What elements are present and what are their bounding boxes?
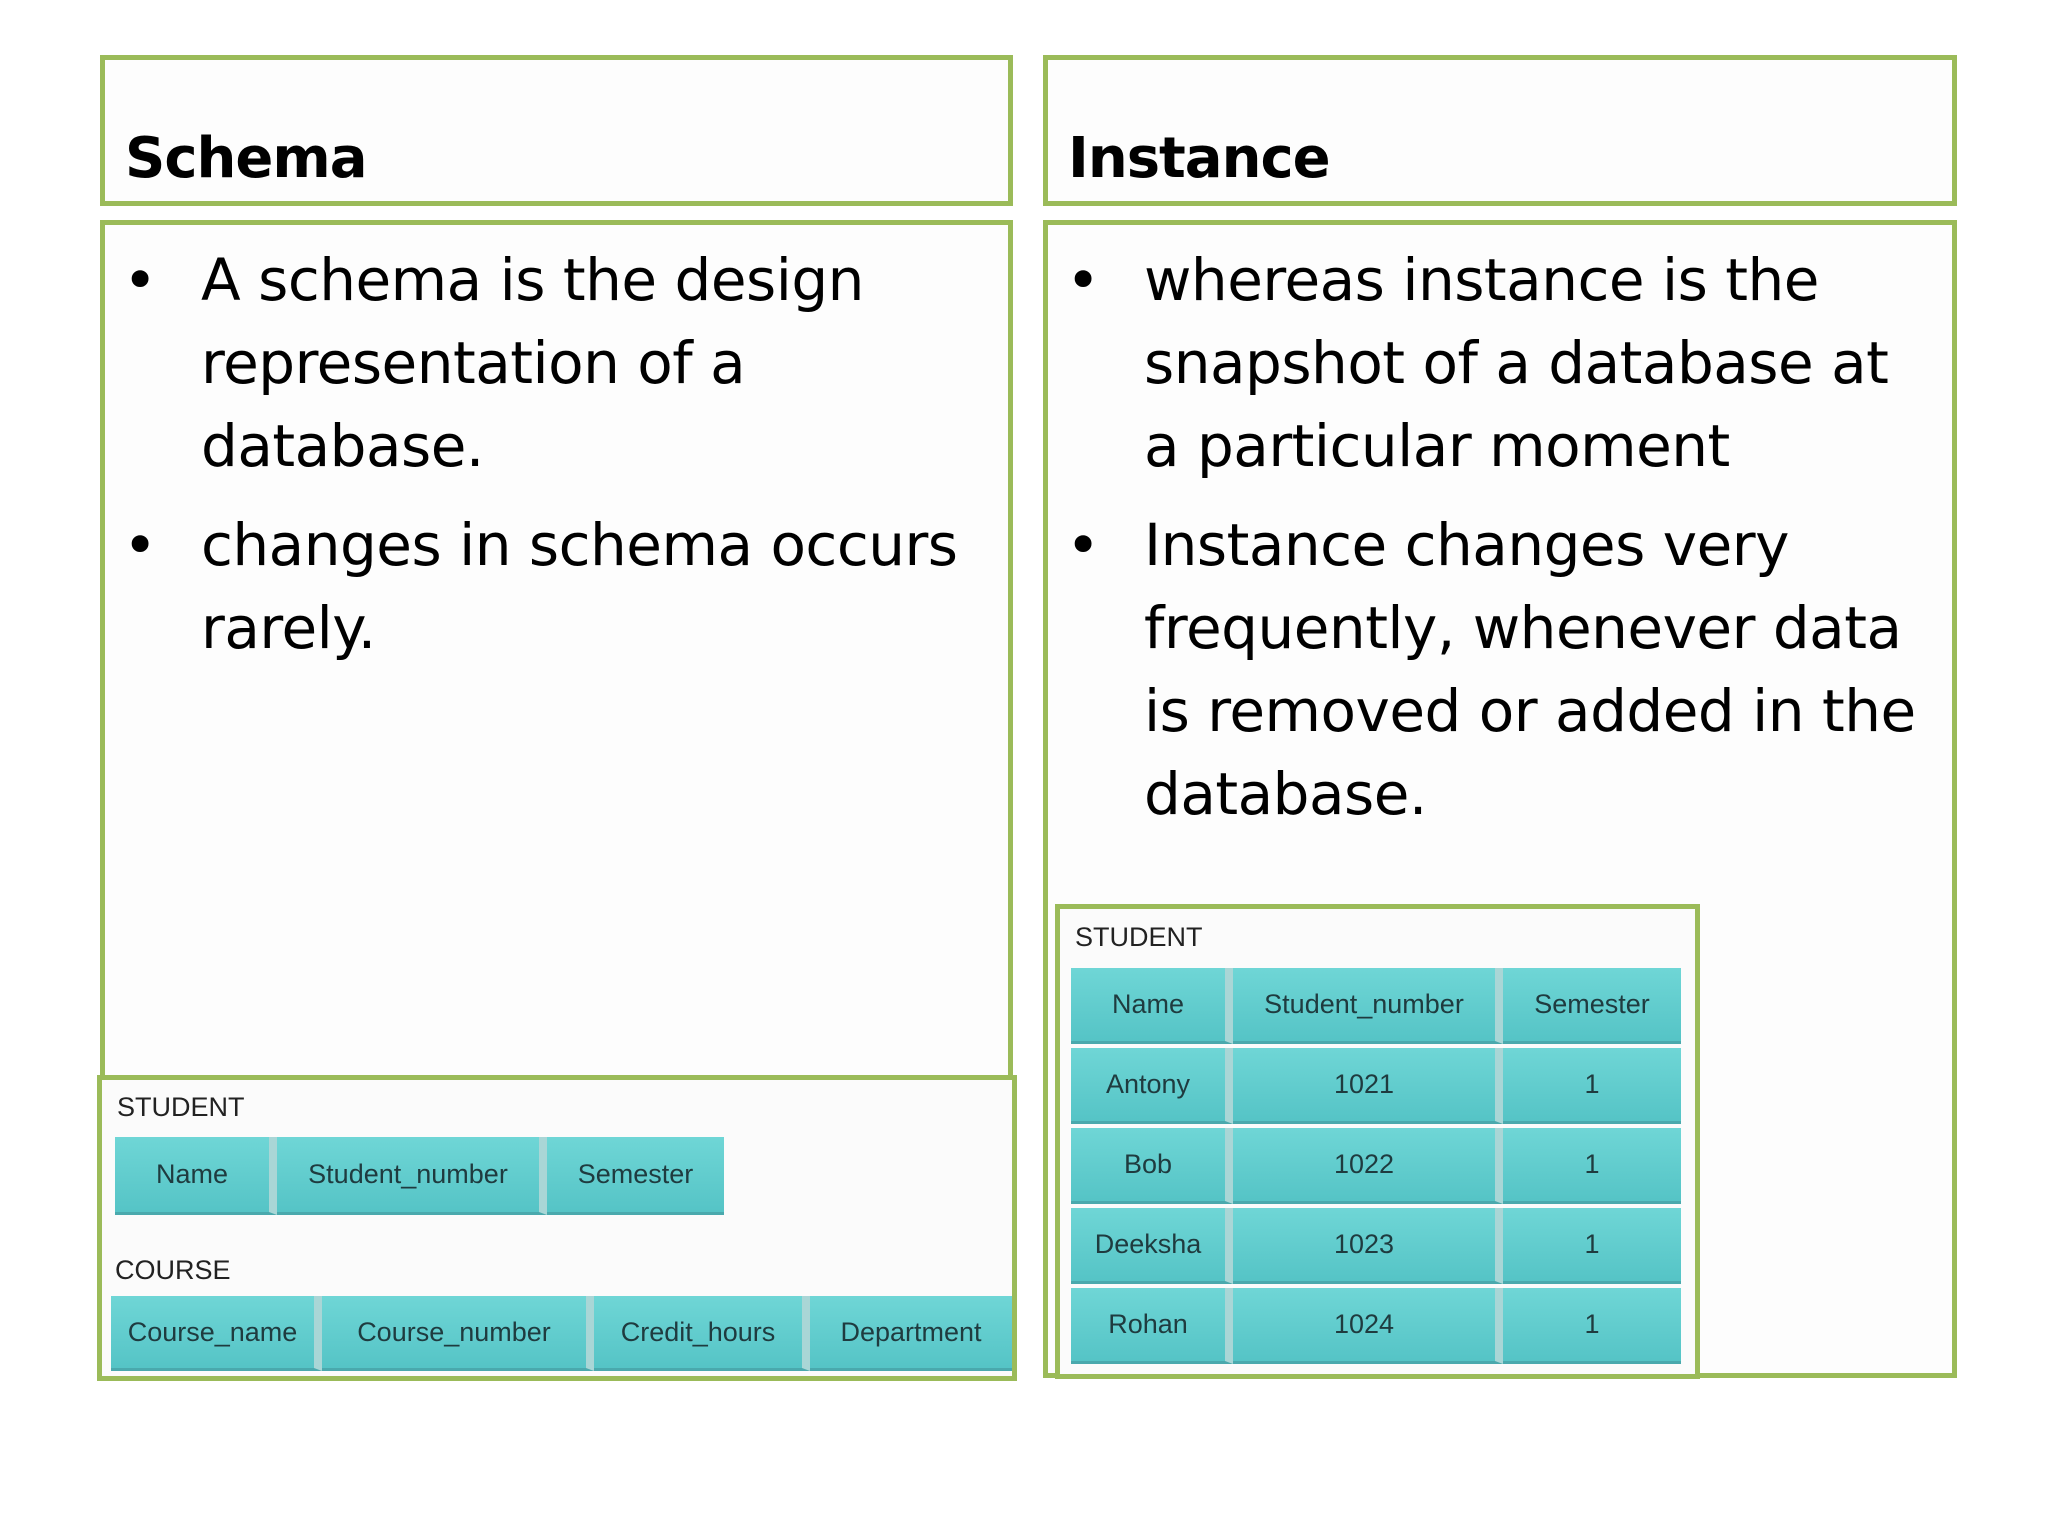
instance-bullet-list [1048, 239, 1952, 852]
table-cell: 1 [1503, 1048, 1681, 1124]
table-header-row [1071, 968, 1681, 1044]
table-cell: 1023 [1233, 1208, 1503, 1284]
schema-bullet-item [105, 504, 1021, 670]
table-cell: 1021 [1233, 1048, 1503, 1124]
column-header: Semester [547, 1137, 724, 1215]
table-cell: 1 [1503, 1208, 1681, 1284]
table-cell: Deeksha [1071, 1208, 1233, 1284]
schema-student-label: STUDENT [117, 1092, 245, 1122]
schema-bullet-list [105, 239, 1008, 686]
schema-course-table [111, 1296, 1012, 1371]
instance-header-box [1043, 55, 1957, 206]
schema-bullet-item [105, 239, 941, 488]
bullet-icon: • [1066, 511, 1100, 579]
bullet-icon: • [123, 511, 157, 579]
table-cell: 1022 [1233, 1128, 1503, 1204]
instance-bullet-text: whereas instance is the snapshot of a database at a particular moment [1144, 246, 1889, 480]
column-header: Name [1071, 968, 1233, 1044]
table-cell: 1 [1503, 1128, 1681, 1204]
column-header: Name [115, 1137, 277, 1215]
schema-student-table [115, 1137, 724, 1215]
instance-bullet-item [1048, 504, 1944, 836]
table-cell: 1024 [1233, 1288, 1503, 1364]
table-cell: Antony [1071, 1048, 1233, 1124]
instance-student-table [1071, 968, 1681, 1368]
bullet-icon: • [1066, 246, 1100, 314]
table-cell: Rohan [1071, 1288, 1233, 1364]
schema-bullet-text: A schema is the design representation of a database. [201, 246, 864, 480]
column-header: Student_number [277, 1137, 547, 1215]
table-row [1071, 1288, 1681, 1364]
schema-course-label: COURSE [115, 1255, 231, 1285]
table-row [1071, 1048, 1681, 1124]
table-cell: Bob [1071, 1128, 1233, 1204]
column-header: Course_name [111, 1296, 322, 1371]
schema-bullet-text: changes in schema occurs rarely. [201, 511, 958, 662]
bullet-icon: • [123, 246, 157, 314]
schema-header-box [100, 55, 1013, 206]
column-header: Department [810, 1296, 1012, 1371]
schema-title: Schema [125, 126, 367, 191]
column-header: Credit_hours [594, 1296, 810, 1371]
schema-body-box [100, 220, 1013, 1082]
table-row [1071, 1128, 1681, 1204]
instance-student-label: STUDENT [1075, 922, 1203, 952]
instance-bullet-item [1048, 239, 1934, 488]
table-cell: 1 [1503, 1288, 1681, 1364]
column-header: Course_number [322, 1296, 594, 1371]
column-header: Student_number [1233, 968, 1503, 1044]
instance-title: Instance [1068, 126, 1330, 191]
instance-bullet-text: Instance changes very frequently, whenever data is removed or added in the database. [1144, 511, 1916, 828]
table-row [1071, 1208, 1681, 1284]
column-header: Semester [1503, 968, 1681, 1044]
